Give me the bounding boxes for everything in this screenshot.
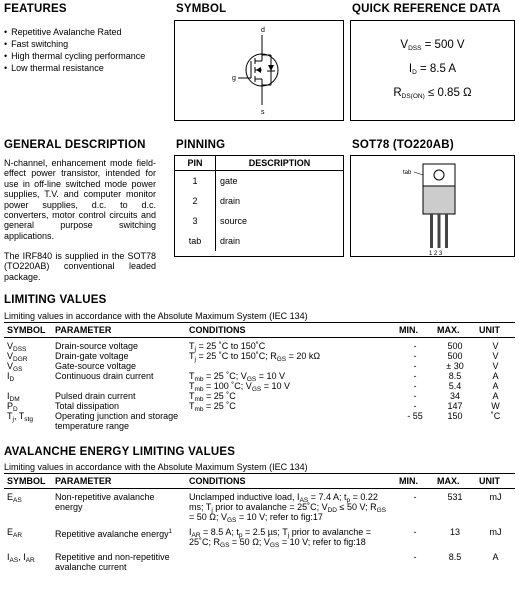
min-cell: - [413,381,417,391]
avalanche-subtitle: Limiting values in accordance with the Absolute Maximum System (IEC 134) [4,462,308,472]
symbol-cell: $V_{GS}$ [7,361,23,373]
conditions-cell: $T_{mb} = 100$ ˚C; $V_{GS} = 10$ V [189,381,290,393]
pinning-box [174,155,344,257]
col-header-unit: UNIT [476,323,515,338]
limiting-table [4,322,515,431]
conditions-cell: $T_{mb} = 25$ ˚C [189,391,236,403]
limiting-subtitle: Limiting values in accordance with the Absolute Maximum System (IEC 134) [4,311,308,321]
col-header-max: MAX. [434,474,476,489]
col-header-conditions: CONDITIONS [186,323,396,338]
to220-package-icon [351,156,514,256]
max-cell: 34 [449,391,460,401]
conditions-cell [186,547,396,572]
min-cell: - [413,492,417,502]
col-header-max: MAX. [434,323,476,338]
general-p2: The IRF840 is supplied in the SOT78 (TO220AB) conventional leaded package. [4,251,156,282]
feature-item: • Fast switching [4,38,169,50]
avalanche-table [4,473,515,572]
desc-col-header: DESCRIPTION [216,156,344,171]
parameter-cell: Pulsed drain current [55,391,136,401]
pinning-table [175,156,343,251]
col-header-conditions: CONDITIONS [186,474,396,489]
pin-row [175,191,343,211]
feature-item: • High thermal cycling performance [4,50,169,62]
unit-cell: A [492,371,499,381]
limiting-row [4,371,515,381]
quick-ref-box [350,20,515,121]
pin-row [175,211,343,231]
limiting-row [4,351,515,361]
max-cell: 5.4 [448,381,462,391]
symbol-cell: $P_D$ [7,401,18,413]
col-header-min: MIN. [396,323,434,338]
unit-cell: A [492,381,499,391]
mosfet-symbol-icon [175,21,343,120]
parameter-cell: Drain-source voltage [55,341,139,351]
unit-cell: mJ [489,492,502,502]
conditions-cell [186,411,396,431]
quick-ref-title: QUICK REFERENCE DATA [352,3,501,15]
pin-description: drain [220,236,241,246]
max-cell: 147 [447,401,463,411]
vdss-line: $V_{DSS} = 500$ V [400,39,465,52]
general-p1: N-channel, enhancement mode field-effect power transistor, intended for use in off-line switched mode power supplies, T.V. and computer monitor power supplies, d.c. to d.c. converters, motor control circuits and general purpose switching applications. [4,158,156,241]
limiting-row [4,401,515,411]
max-cell: 8.5 [448,552,462,562]
unit-cell: V [492,351,499,361]
min-cell: - [413,361,417,371]
unit-cell: A [492,552,499,562]
symbol-cell: $T_j$, $T_{stg}$ [7,411,33,423]
tab-label: tab [403,170,412,176]
min-cell: - [413,527,417,537]
col-header-symbol: SYMBOL [4,323,52,338]
drain-label: d [261,27,265,34]
min-cell: - [413,552,417,562]
features-list [4,26,169,74]
id-line: $I_D = 8.5$ A [408,63,457,76]
symbol-cell: $V_{DGR}$ [7,351,28,363]
pin-description: gate [220,176,238,186]
feature-item: • Repetitive Avalanche Rated [4,26,169,38]
col-header-unit: UNIT [476,474,515,489]
feature-item: • Low thermal resistance [4,62,169,74]
parameter-cell: Drain-gate voltage [55,351,129,361]
pin-numbers-label: 1 2 3 [429,251,443,256]
symbol-cell: $E_{AR}$ [7,527,23,539]
min-cell: - [413,341,417,351]
parameter-cell: Continuous drain current [55,371,154,381]
col-header-parameter: PARAMETER [52,323,186,338]
pin-col-header: PIN [175,156,216,171]
symbol-cell: $I_{DM}$ [7,391,20,403]
unit-cell: V [492,361,499,371]
parameter-cell: Operating junction and storage temperature range [55,411,179,431]
avalanche-row [4,522,515,547]
parameter-cell: Repetitive avalanche energy$^1$ [55,529,172,539]
unit-cell: W [491,401,500,411]
gate-label: g [232,75,236,82]
conditions-cell: $T_j = 25$ ˚C to 150˚C; $R_{GS} = 20$ kΩ [189,351,321,363]
symbol-cell: $E_{AS}$ [7,492,22,504]
max-cell: 8.5 [448,371,462,381]
pin-description: drain [220,196,241,206]
max-cell: 500 [447,351,463,361]
pin-number: 1 [175,171,216,192]
conditions-cell: $T_{mb} = 25$ ˚C; $V_{GS} = 10$ V [189,371,285,383]
max-cell: ± 30 [446,361,464,371]
unit-cell: V [492,341,499,351]
conditions-cell: $I_{AR} = 8.5$ A; $t_p = 2.5$ µs; $T_j$ prior to avalanche = 25˚C; $R_{GS} = 50$ Ω; $V_{GS} = 10$ V; refer to fig:18 [189,527,372,549]
package-box [350,155,515,257]
limiting-row [4,411,515,431]
pin-number: 2 [175,191,216,211]
conditions-cell: $T_j = 25$ ˚C to 150˚C [189,341,266,353]
limiting-row [4,381,515,391]
unit-cell: mJ [489,527,502,537]
pinning-title: PINNING [176,139,226,151]
unit-cell: ˚C [490,411,501,421]
parameter-cell: Repetitive and non-repetitive avalanche current [55,552,170,572]
min-cell: - 55 [407,411,423,421]
limiting-title: LIMITING VALUES [4,294,107,306]
parameter-cell [52,381,186,391]
pin-row [175,171,343,192]
conditions-cell [186,361,396,371]
min-cell: - [413,371,417,381]
source-label: s [261,109,265,116]
parameter-cell: Gate-source voltage [55,361,137,371]
max-cell: 500 [447,341,463,351]
min-cell: - [413,351,417,361]
max-cell: 531 [447,492,463,502]
symbol-cell: $I_D$ [7,371,15,383]
avalanche-row [4,547,515,572]
rds-line: $R_{DS(ON)} \le 0.85$ Ω [393,87,472,100]
pin-number: tab [175,231,216,251]
col-header-symbol: SYMBOL [4,474,52,489]
col-header-parameter: PARAMETER [52,474,186,489]
symbol-cell: $V_{DSS}$ [7,341,27,353]
pin-number: 3 [175,211,216,231]
pin-row [175,231,343,251]
pin-description: source [220,216,248,226]
conditions-cell: $T_{mb} = 25$ ˚C [189,401,236,413]
max-cell: 150 [447,411,463,421]
package-title: SOT78 (TO220AB) [352,139,454,151]
symbol-title: SYMBOL [176,3,227,15]
unit-cell: A [492,391,499,401]
min-cell: - [413,391,417,401]
general-title: GENERAL DESCRIPTION [4,139,146,151]
avalanche-title: AVALANCHE ENERGY LIMITING VALUES [4,446,236,458]
limiting-row [4,338,515,352]
parameter-cell: Non-repetitive avalanche energy [55,492,155,512]
conditions-cell: Unclamped inductive load, $I_{AS} = 7.4$ A; $t_p = 0.22$ ms; $T_j$ prior to avalanche = 25˚C; $V_{DD} \le 50$ V; $R_{GS} = 50$ Ω; $V_{GS} = 10$ V; refer to fig:17 [189,492,387,524]
symbol-cell: $I_{AS}$, $I_{AR}$ [7,552,35,564]
features-title: FEATURES [4,3,67,15]
min-cell: - [413,401,417,411]
limiting-row [4,361,515,371]
parameter-cell: Total dissipation [55,401,120,411]
avalanche-row [4,489,515,523]
col-header-min: MIN. [396,474,434,489]
symbol-box [174,20,344,121]
max-cell: 13 [449,527,460,537]
